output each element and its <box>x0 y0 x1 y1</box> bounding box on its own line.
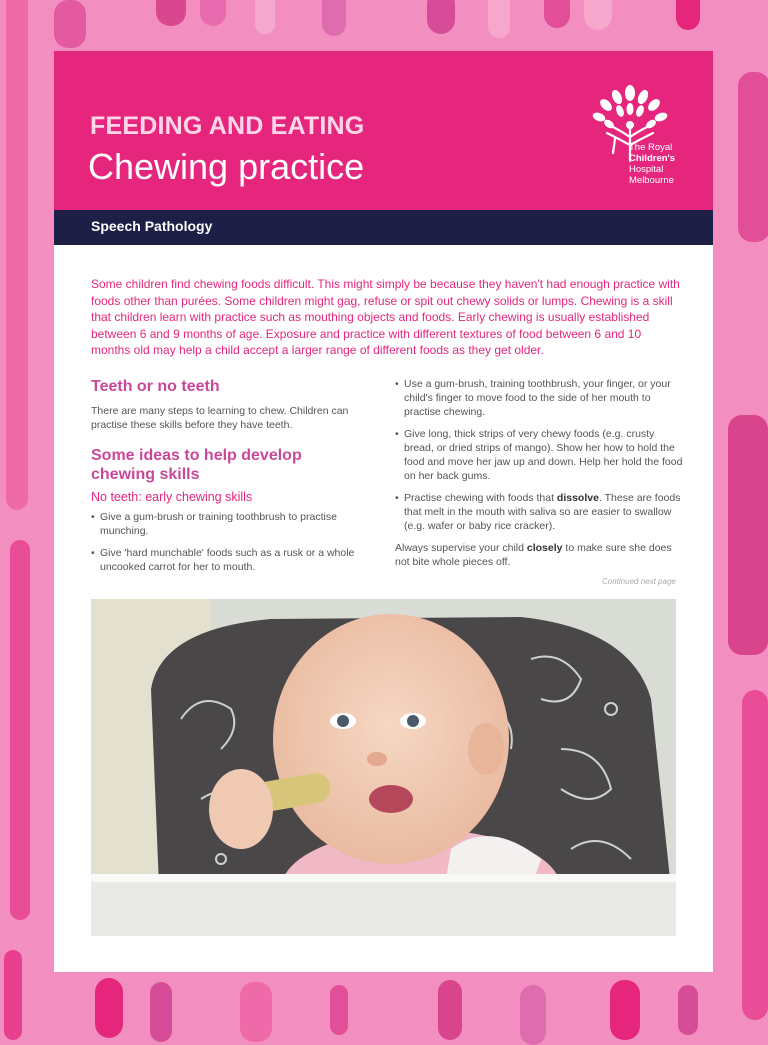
right-column <box>395 377 685 569</box>
list-item: • Give 'hard munchable' foods such as a rusk or a whole uncooked carrot for her to mouth. <box>91 546 361 574</box>
header-banner <box>54 51 713 210</box>
left-column <box>91 377 361 582</box>
page-title: Chewing practice <box>88 146 365 187</box>
header-kicker: FEEDING AND EATING <box>90 112 365 140</box>
list-item: • Give a gum-brush or training toothbrush to practise munching. <box>91 510 361 538</box>
fact-sheet-page <box>54 51 713 972</box>
left-bullet-list <box>91 510 361 574</box>
ideas-heading: Some ideas to help develop chewing skills <box>91 447 302 483</box>
department-bar <box>54 210 713 245</box>
supervise-note: Always supervise your child closely to make sure she does not bite whole pieces off. <box>395 542 672 568</box>
list-item: • Use a gum-brush, training toothbrush, your finger, or your child's finger to move food to the side of her mouth to practise chewing. <box>395 377 685 419</box>
teeth-body: There are many steps to learning to chew. Children can practise these skills before they have teeth. <box>91 405 349 431</box>
teeth-heading: Teeth or no teeth <box>91 378 220 395</box>
photo-illustration <box>91 599 676 936</box>
intro-paragraph: Some children find chewing foods difficult. This might simply be because they haven't had enough practice with foods other than purées. Some children might gag, refuse or spit out chewy solids or lumps. Chewing is a skill that children learn with practice such as mouthing objects and foods. Early chewing is usually established between 6 and 9 months of age. Exposure and practice with different textures of food between 6 and 10 months old may help a child accept a larger range of different foods as they get older. <box>91 277 680 357</box>
list-item-dissolve: • Practise chewing with foods that dissolve. These are foods that melt in the mouth with saliva so are easier to swallow (e.g. wafer or baby rice cracker). <box>395 491 685 533</box>
list-item: • Give long, thick strips of very chewy foods (e.g. crusty bread, or dried strips of mango). Show her how to hold the food and move her jaw up and down. Help her hold the food on her back gums. <box>395 427 685 483</box>
department-label: Speech Pathology <box>91 218 213 234</box>
closely-emphasis: closely <box>526 542 563 554</box>
baby-chewing-photo <box>91 599 676 936</box>
right-bullet-list <box>395 377 685 533</box>
no-teeth-subheading: No teeth: early chewing skills <box>91 490 253 504</box>
continued-note: Continued next page <box>602 577 676 586</box>
dissolve-emphasis: dissolve <box>556 492 599 504</box>
hospital-logo-text: The Royal Children's Hospital Melbourne <box>629 142 676 186</box>
